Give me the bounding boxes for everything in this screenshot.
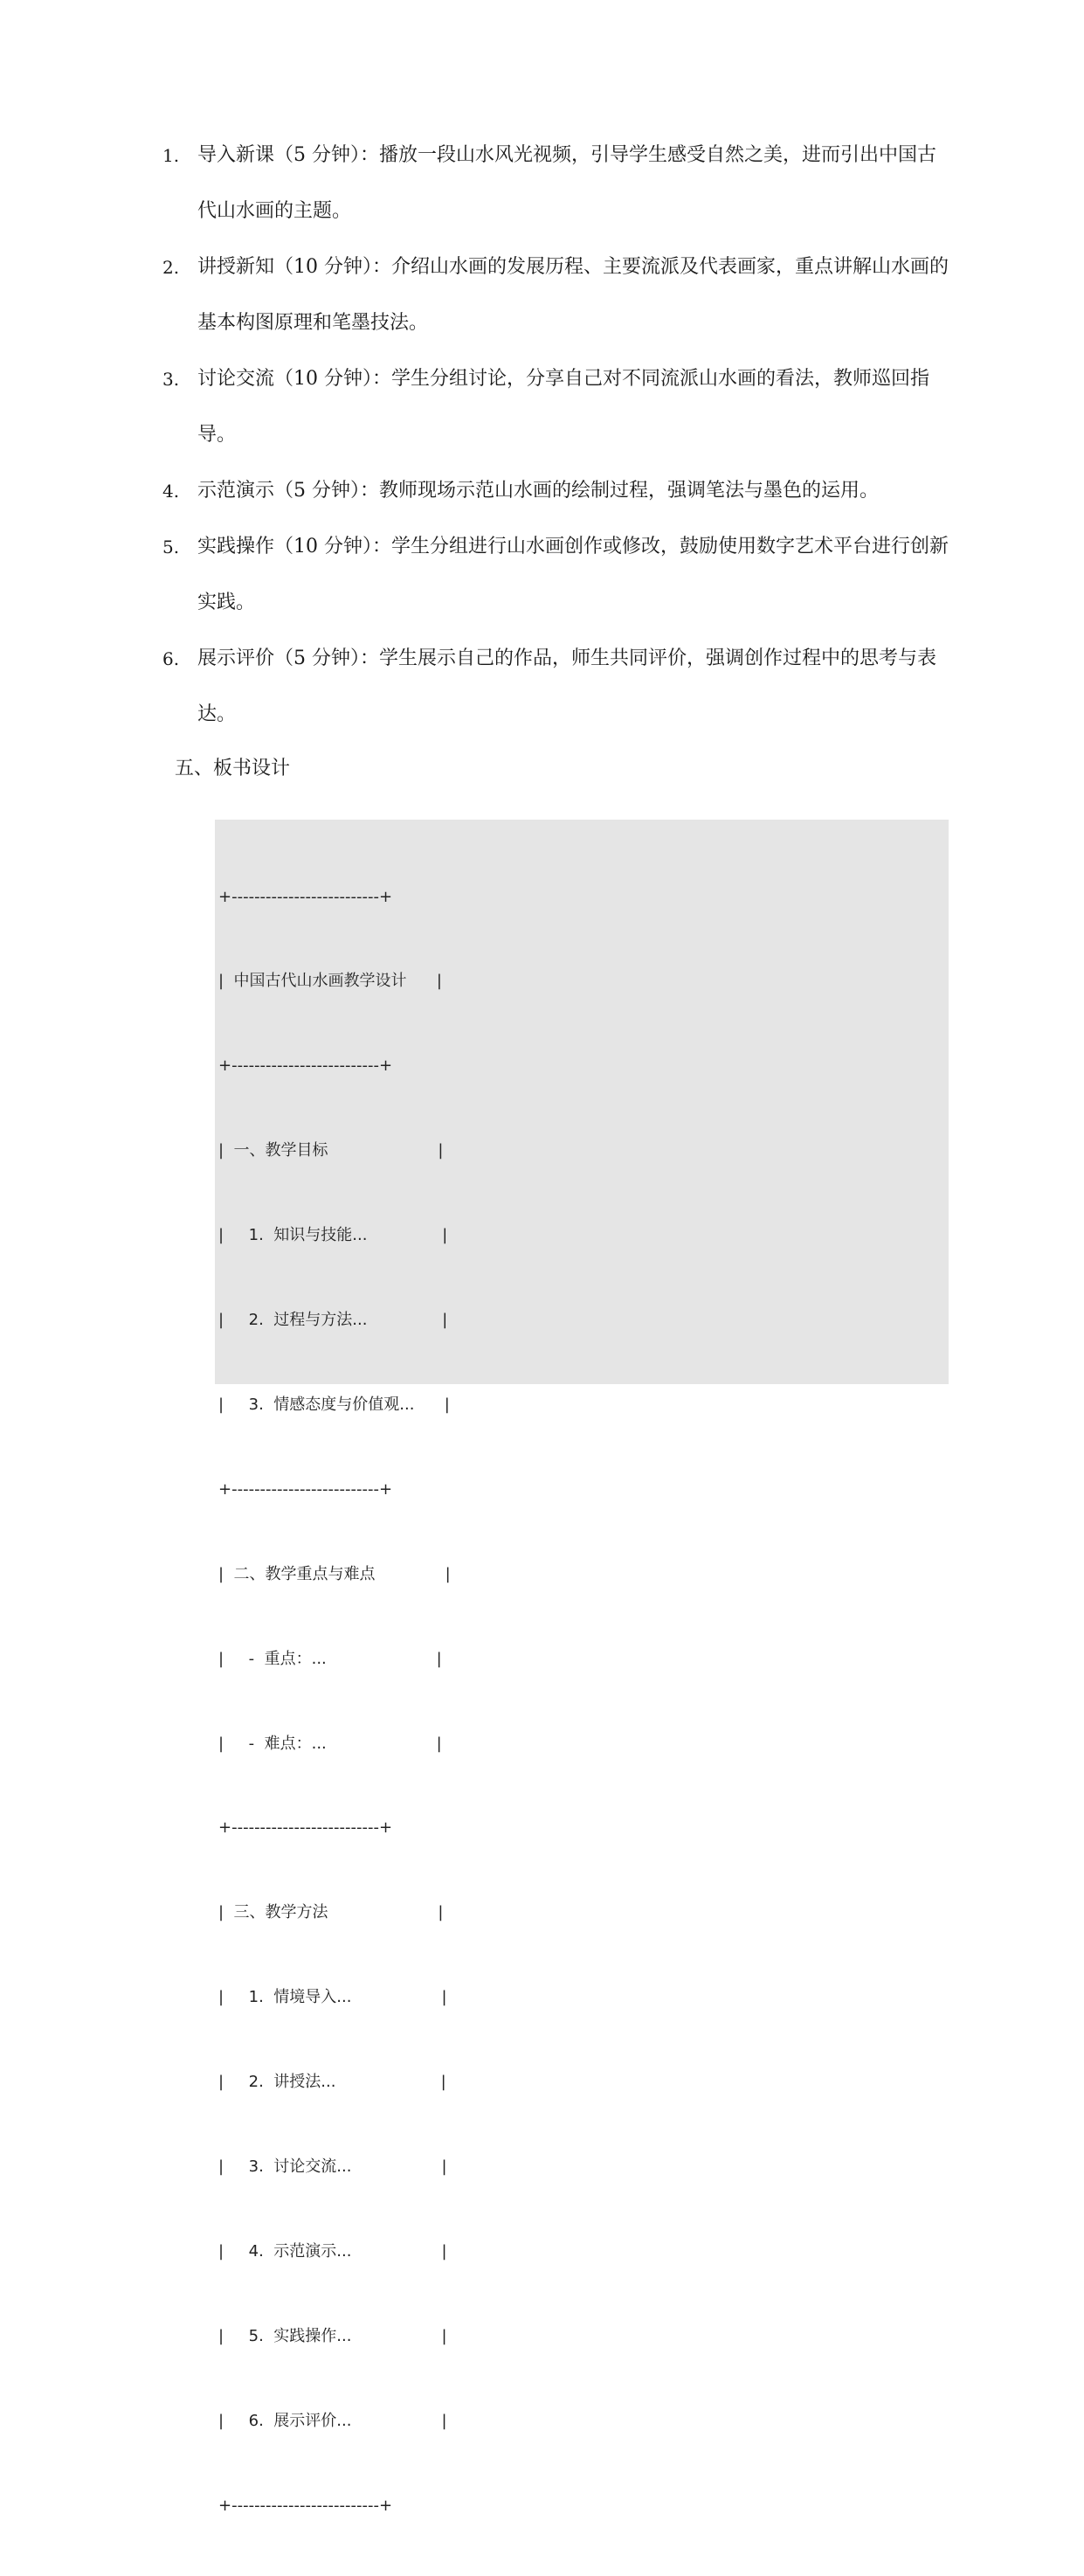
step-number: 5. (162, 537, 180, 557)
board-line: | 二、教学重点与难点 | (218, 1564, 451, 1583)
blackboard-text (218, 827, 451, 2576)
board-line: | 2. 过程与方法... | (218, 1311, 448, 1330)
teaching-step (162, 128, 949, 239)
step-number: 1. (162, 145, 180, 166)
board-line: | 1. 情境导入... | (218, 1988, 447, 2007)
teaching-step (162, 351, 949, 463)
step-number: 3. (162, 369, 180, 390)
teaching-step (162, 519, 949, 631)
teaching-steps-list (162, 128, 949, 743)
board-line: | 中国古代山水画教学设计 | (218, 972, 442, 991)
teaching-step (162, 631, 949, 743)
board-line: +--------------------------+ (218, 1479, 393, 1499)
step-text: 导入新课（5 分钟）：播放一段山水风光视频，引导学生感受自然之美，进而引出中国古代山水画的主题。 (197, 144, 936, 222)
section-heading: 五、板书设计 (175, 758, 291, 779)
board-line: +--------------------------+ (218, 2496, 393, 2515)
board-line: | 3. 情感态度与价值观... | (218, 1395, 450, 1414)
board-line: | 4. 示范演示... | (218, 2241, 447, 2261)
board-line: | - 重点：... | (218, 1649, 442, 1668)
step-text: 示范演示（5 分钟）：教师现场示范山水画的绘制过程，强调笔法与墨色的运用。 (197, 480, 879, 502)
step-number: 2. (162, 257, 180, 278)
board-line: +--------------------------+ (218, 1056, 393, 1076)
blackboard-design-block (215, 820, 949, 2515)
board-line: | 三、教学方法 | (218, 1903, 444, 1922)
board-line: | 一、教学目标 | (218, 1141, 444, 1160)
step-text: 实践操作（10 分钟）：学生分组进行山水画创作或修改，鼓励使用数字艺术平台进行创新实践。 (197, 536, 949, 613)
step-text: 讨论交流（10 分钟）：学生分组讨论，分享自己对不同流派山水画的看法，教师巡回指导。 (197, 368, 929, 446)
board-line: | 2. 讲授法... | (218, 2073, 446, 2092)
board-line: +--------------------------+ (218, 1818, 393, 1838)
board-line: | 5. 实践操作... | (218, 2326, 447, 2345)
board-line: +--------------------------+ (218, 887, 393, 906)
board-line: | 3. 讨论交流... | (218, 2157, 447, 2176)
step-number: 4. (162, 481, 180, 502)
step-number: 6. (162, 648, 180, 669)
board-line: | 6. 展示评价... | (218, 2411, 447, 2430)
board-line: | 1. 知识与技能... | (218, 1226, 448, 1245)
step-text: 讲授新知（10 分钟）：介绍山水画的发展历程、主要流派及代表画家，重点讲解山水画的基本构图原理和笔墨技法。 (197, 256, 949, 334)
teaching-step (162, 463, 949, 519)
step-text: 展示评价（5 分钟）：学生展示自己的作品，师生共同评价，强调创作过程中的思考与表达。 (197, 647, 936, 725)
teaching-step (162, 239, 949, 351)
board-line: | - 难点：... | (218, 1734, 442, 1753)
